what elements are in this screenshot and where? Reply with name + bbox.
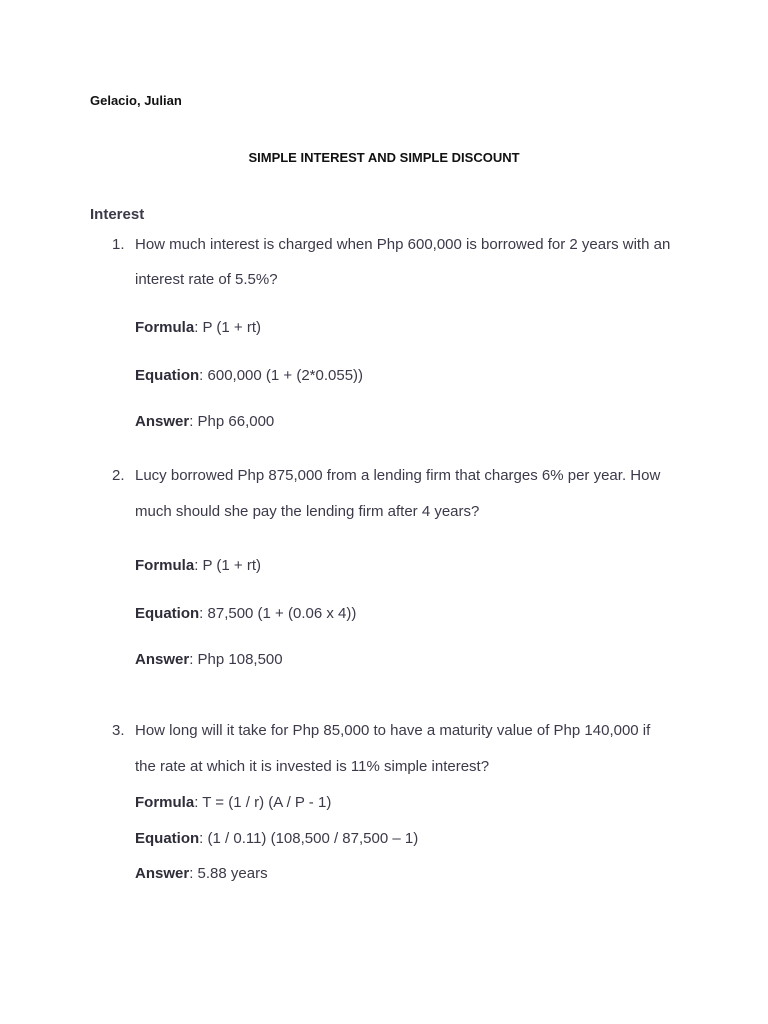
formula-label: Formula [135, 557, 195, 574]
author-name: Gelacio, Julian [90, 93, 182, 108]
problem-3-number: 3. [112, 722, 125, 739]
problem-2-equation-value: : 87,500 (1 + (0.06 x 4)) [199, 605, 357, 622]
problem-3-question-line-1: How long will it take for Php 85,000 to have a maturity value of Php 140,000 if [135, 722, 651, 739]
problem-1-answer [135, 413, 274, 431]
document-title: SIMPLE INTEREST AND SIMPLE DISCOUNT [248, 150, 520, 165]
problem-3-answer-value: : 5.88 years [189, 865, 268, 882]
problem-2-number: 2. [112, 467, 125, 484]
problem-1-question-line-1: How much interest is charged when Php 600,000 is borrowed for 2 years with an [135, 236, 671, 253]
problem-2-equation [135, 605, 356, 623]
problem-3-formula-value: : T = (1 / r) (A / P - 1) [194, 794, 332, 811]
problem-3-equation [135, 830, 418, 848]
problem-1-answer-value: : Php 66,000 [189, 413, 275, 430]
answer-label: Answer [135, 651, 190, 668]
problem-3-answer [135, 865, 268, 883]
section-heading-interest: Interest [90, 206, 145, 223]
problem-3-equation-value: : (1 / 0.11) (108,500 / 87,500 – 1) [199, 830, 419, 847]
problem-1-equation-value: : 600,000 (1 + (2*0.055)) [199, 367, 364, 384]
problem-1-question-line-2: interest rate of 5.5%? [135, 271, 278, 288]
problem-1-formula [135, 319, 261, 337]
problem-3-question-line-2: the rate at which it is invested is 11% simple interest? [135, 758, 490, 775]
problem-1-formula-value: : P (1 + rt) [194, 319, 262, 336]
problem-2-formula [135, 557, 261, 575]
equation-label: Equation [135, 605, 200, 622]
problem-2-question-line-1: Lucy borrowed Php 875,000 from a lending firm that charges 6% per year. How [135, 467, 661, 484]
problem-3-formula [135, 794, 331, 812]
equation-label: Equation [135, 830, 200, 847]
problem-1-equation [135, 367, 363, 385]
problem-2-answer [135, 651, 283, 669]
answer-label: Answer [135, 865, 190, 882]
formula-label: Formula [135, 319, 195, 336]
answer-label: Answer [135, 413, 190, 430]
problem-2-formula-value: : P (1 + rt) [194, 557, 262, 574]
problem-1-number: 1. [112, 236, 125, 253]
problem-2-question-line-2: much should she pay the lending firm after 4 years? [135, 503, 480, 520]
equation-label: Equation [135, 367, 200, 384]
formula-label: Formula [135, 794, 195, 811]
problem-2-answer-value: : Php 108,500 [189, 651, 283, 668]
